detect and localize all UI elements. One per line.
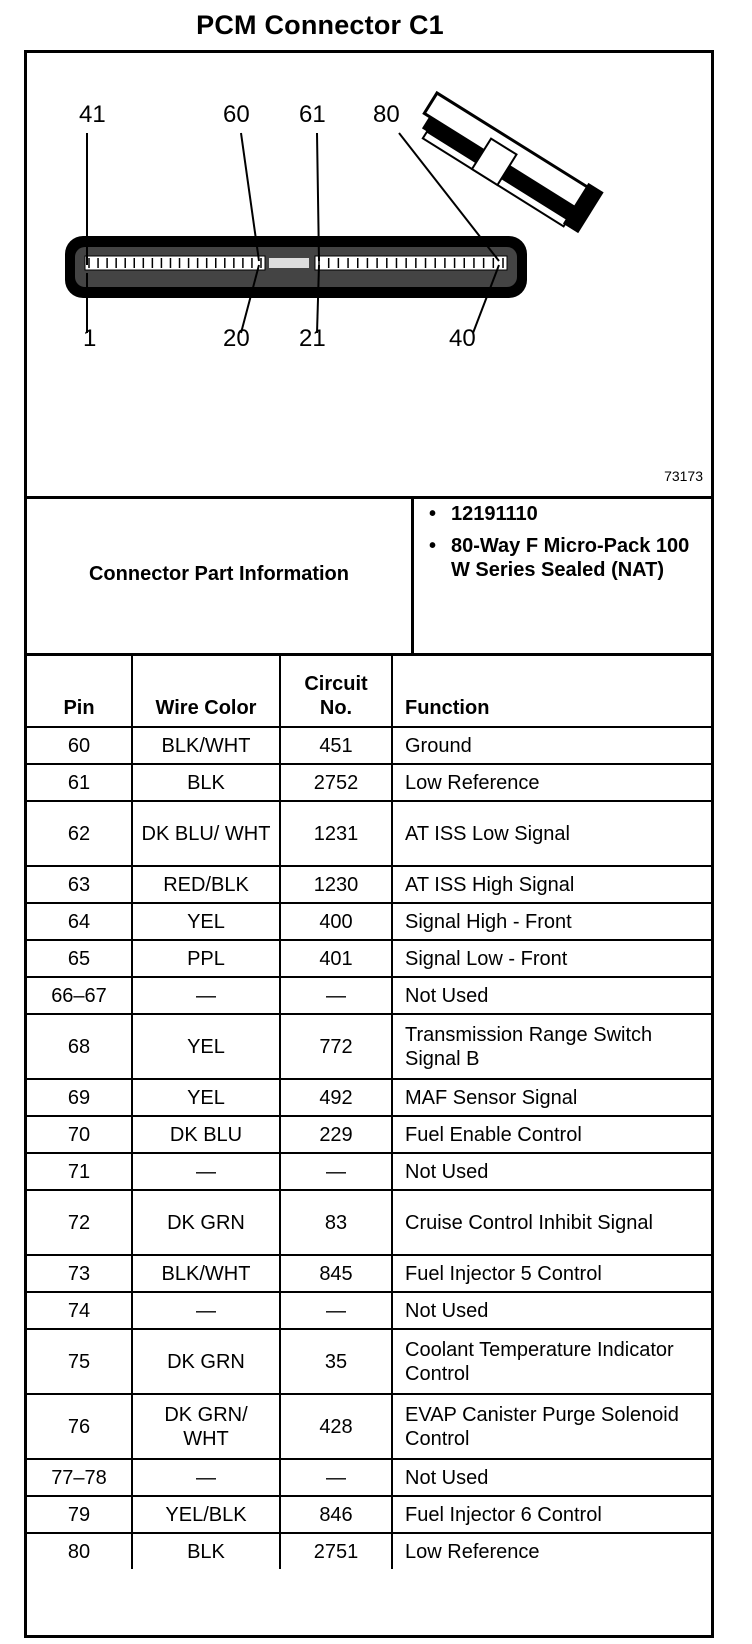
table-row (27, 866, 711, 903)
pin-row-right (315, 256, 507, 270)
table-row (27, 1292, 711, 1329)
table-row (27, 1153, 711, 1190)
cell-wire-color: YEL/BLK (132, 1496, 280, 1533)
cell-function: Not Used (392, 977, 711, 1014)
cell-wire-color: — (132, 1153, 280, 1190)
table-row (27, 1079, 711, 1116)
table-row (27, 1190, 711, 1255)
cell-pin: 62 (27, 801, 132, 866)
table-row (27, 1255, 711, 1292)
cell-pin: 73 (27, 1255, 132, 1292)
pin-table-body (27, 727, 711, 1569)
cell-wire-color: DK BLU (132, 1116, 280, 1153)
part-info-label: Connector Part Information (27, 496, 414, 653)
cell-wire-color: DK GRN (132, 1329, 280, 1394)
cell-pin: 66–67 (27, 977, 132, 1014)
cell-function: Ground (392, 727, 711, 764)
header-circuit-no: Circuit No. (280, 653, 392, 727)
table-row (27, 903, 711, 940)
cell-wire-color: YEL (132, 1014, 280, 1079)
cell-function: Not Used (392, 1459, 711, 1496)
cell-pin: 63 (27, 866, 132, 903)
table-row (27, 1329, 711, 1394)
cell-circuit-no: — (280, 1292, 392, 1329)
part-info-list (425, 502, 705, 590)
cell-wire-color: DK BLU/ WHT (132, 801, 280, 866)
cell-wire-color: YEL (132, 903, 280, 940)
cell-circuit-no: 492 (280, 1079, 392, 1116)
cell-circuit-no: — (280, 1459, 392, 1496)
cell-function: Fuel Injector 5 Control (392, 1255, 711, 1292)
part-info-item: • 80-Way F Micro-Pack 100 W Series Sealed (NAT) (425, 534, 705, 582)
pin-table (27, 653, 711, 1569)
connector-diagram (27, 53, 711, 499)
pin-row-left (85, 256, 265, 270)
cell-function: Not Used (392, 1153, 711, 1190)
cell-wire-color: — (132, 1292, 280, 1329)
figure-number: 73173 (664, 468, 703, 484)
table-row (27, 977, 711, 1014)
cell-function: Low Reference (392, 1533, 711, 1569)
cell-function: Not Used (392, 1292, 711, 1329)
cell-wire-color: BLK/WHT (132, 727, 280, 764)
pin-label-80: 80 (373, 101, 400, 128)
cell-wire-color: RED/BLK (132, 866, 280, 903)
table-row (27, 940, 711, 977)
cell-pin: 65 (27, 940, 132, 977)
cell-function: Coolant Temperature Indicator Control (392, 1329, 711, 1394)
cell-wire-color: BLK (132, 764, 280, 801)
table-row (27, 1394, 711, 1459)
connector-frame (24, 50, 714, 1638)
connector-key (269, 258, 309, 268)
cell-function: Signal High - Front (392, 903, 711, 940)
table-row (27, 1014, 711, 1079)
cell-wire-color: DK GRN (132, 1190, 280, 1255)
cell-function: Fuel Enable Control (392, 1116, 711, 1153)
table-row (27, 1533, 711, 1569)
header-function: Function (392, 653, 711, 727)
cell-pin: 60 (27, 727, 132, 764)
cell-circuit-no: — (280, 977, 392, 1014)
page-title: PCM Connector C1 (196, 10, 444, 40)
pin-label-40: 40 (449, 325, 476, 352)
cell-function: AT ISS High Signal (392, 866, 711, 903)
cell-pin: 72 (27, 1190, 132, 1255)
pin-label-41: 41 (79, 101, 106, 128)
cell-pin: 64 (27, 903, 132, 940)
cell-circuit-no: 83 (280, 1190, 392, 1255)
cell-pin: 69 (27, 1079, 132, 1116)
cell-pin: 80 (27, 1533, 132, 1569)
pin-label-60: 60 (223, 101, 250, 128)
cell-circuit-no: 451 (280, 727, 392, 764)
table-row (27, 1116, 711, 1153)
cell-pin: 74 (27, 1292, 132, 1329)
table-header-row (27, 653, 711, 727)
cell-function: Signal Low - Front (392, 940, 711, 977)
table-row (27, 764, 711, 801)
cell-circuit-no: 2752 (280, 764, 392, 801)
cell-circuit-no: 2751 (280, 1533, 392, 1569)
table-row (27, 801, 711, 866)
cell-circuit-no: 400 (280, 903, 392, 940)
cell-circuit-no: 772 (280, 1014, 392, 1079)
cell-circuit-no: — (280, 1153, 392, 1190)
cell-pin: 76 (27, 1394, 132, 1459)
cell-wire-color: — (132, 977, 280, 1014)
table-row (27, 727, 711, 764)
table-row (27, 1496, 711, 1533)
cell-pin: 77–78 (27, 1459, 132, 1496)
cell-circuit-no: 846 (280, 1496, 392, 1533)
header-wire-color: Wire Color (132, 653, 280, 727)
part-info-row (27, 496, 711, 656)
cell-circuit-no: 35 (280, 1329, 392, 1394)
cell-pin: 68 (27, 1014, 132, 1079)
cell-function: Transmission Range Switch Signal B (392, 1014, 711, 1079)
cell-wire-color: YEL (132, 1079, 280, 1116)
header-pin: Pin (27, 653, 132, 727)
cell-wire-color: DK GRN/ WHT (132, 1394, 280, 1459)
cell-wire-color: BLK (132, 1533, 280, 1569)
cell-function: Cruise Control Inhibit Signal (392, 1190, 711, 1255)
cell-pin: 71 (27, 1153, 132, 1190)
cell-wire-color: BLK/WHT (132, 1255, 280, 1292)
connector-drawing (27, 53, 711, 496)
pin-label-21: 21 (299, 325, 326, 352)
cell-function: AT ISS Low Signal (392, 801, 711, 866)
cell-function: Fuel Injector 6 Control (392, 1496, 711, 1533)
cell-function: Low Reference (392, 764, 711, 801)
cell-wire-color: PPL (132, 940, 280, 977)
cell-pin: 70 (27, 1116, 132, 1153)
cell-circuit-no: 229 (280, 1116, 392, 1153)
pin-label-1: 1 (83, 325, 97, 352)
cell-pin: 79 (27, 1496, 132, 1533)
connector-perspective-view (413, 90, 604, 235)
cell-circuit-no: 1230 (280, 866, 392, 903)
cell-wire-color: — (132, 1459, 280, 1496)
cell-pin: 75 (27, 1329, 132, 1394)
table-row (27, 1459, 711, 1496)
cell-circuit-no: 845 (280, 1255, 392, 1292)
cell-circuit-no: 428 (280, 1394, 392, 1459)
cell-function: EVAP Canister Purge Solenoid Control (392, 1394, 711, 1459)
cell-pin: 61 (27, 764, 132, 801)
pin-label-61: 61 (299, 101, 326, 128)
cell-function: MAF Sensor Signal (392, 1079, 711, 1116)
part-info-item: • 12191110 (425, 502, 705, 526)
pin-label-20: 20 (223, 325, 250, 352)
cell-circuit-no: 1231 (280, 801, 392, 866)
cell-circuit-no: 401 (280, 940, 392, 977)
